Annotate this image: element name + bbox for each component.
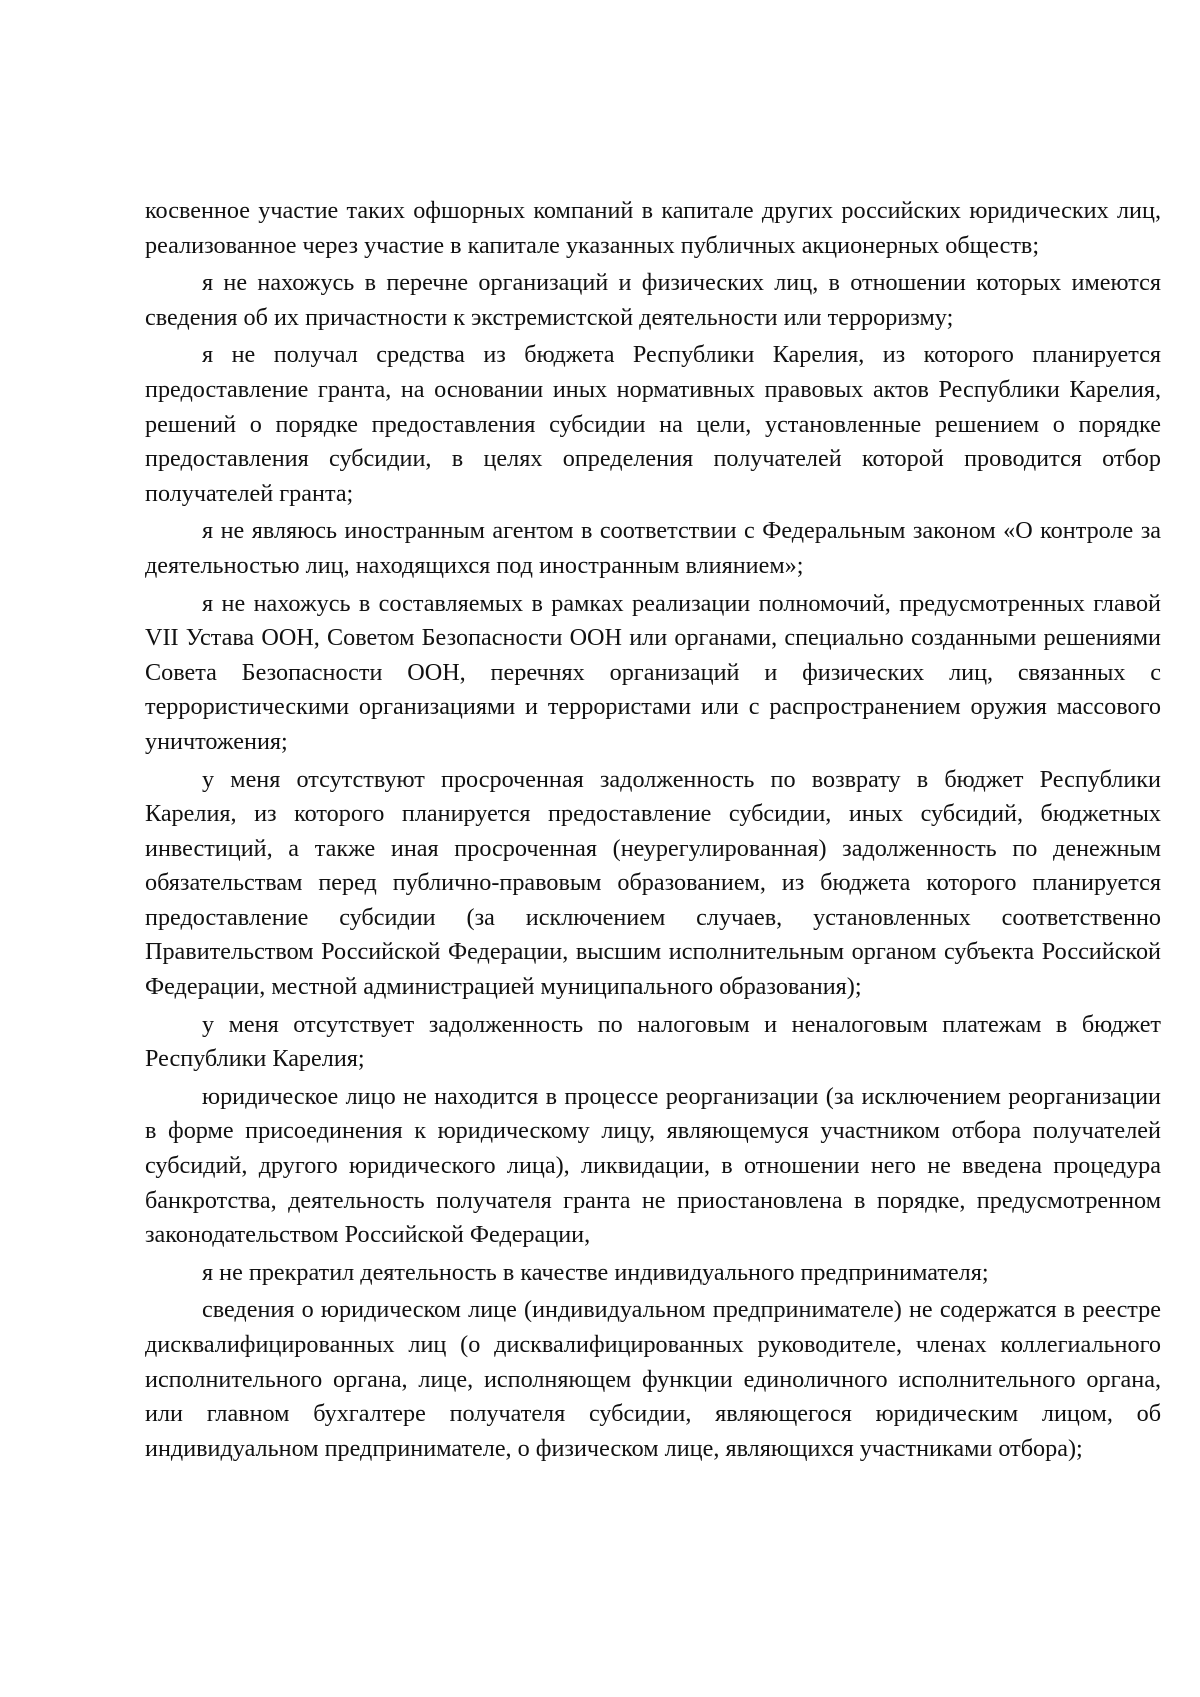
paragraph-tax-debt: у меня отсутствует задолженность по налоговым и неналоговым платежам в бюджет Республики Карелия; xyxy=(145,1010,1161,1073)
paragraph-budget-funds: я не получал средства из бюджета Республики Карелия, из которого планируется предоставление гранта, на основании иных нормативных правовых актов Республики Карелия, решений о порядке предоставления субсидии на цели, установленные решением о порядке предоставления субсидии, в целях определения получателей которой проводится отбор получателей гранта; xyxy=(145,341,1161,507)
paragraph-disqualified-registry: сведения о юридическом лице (индивидуальном предпринимателе) не содержатся в реестре дисквалифицированных лиц (о дисквалифицированных руководителе, членах коллегиального исполнительного органа, лице, исполняющем функции единоличного исполнительного органа, или главном бухгалтере получателя субсидии, являющегося юридическим лицом, об индивидуальном предпринимателе, о физическом лице, являющихся участниками отбора); xyxy=(145,1296,1161,1462)
paragraph-entrepreneur-activity: я не прекратил деятельность в качестве индивидуального предпринимателя; xyxy=(202,1258,989,1286)
paragraph-foreign-agent: я не являюсь иностранным агентом в соответствии с Федеральным законом «О контроле за деятельностью лиц, находящихся под иностранным влиянием»; xyxy=(145,517,1161,579)
paragraph-reorganization: юридическое лицо не находится в процессе реорганизации (за исключением реорганизации в форме присоединения к юридическому лицу, являющемуся участником отбора получателей субсидий, другого юридического лица), ликвидации, в отношении него не введена процедура банкротства, деятельность получателя гранта не приостановлена в порядке, предусмотренном законодательством Российской Федерации, xyxy=(145,1082,1161,1249)
paragraph-un-sanctions: я не нахожусь в составляемых в рамках реализации полномочий, предусмотренных главой VII Устава ООН, Советом Безопасности ООН или органами, специально созданными решениями Совета Безопасности ООН, перечнях организаций и физических лиц, связанных с террористическими организациями и террористами или с распространением оружия массового уничтожения; xyxy=(145,589,1161,755)
paragraph-extremism-list: я не нахожусь в перечне организаций и физических лиц, в отношении которых имеются сведения об их причастности к экстремистской деятельности или терроризму; xyxy=(145,269,1161,331)
paragraph-overdue-debt: у меня отсутствуют просроченная задолженность по возврату в бюджет Республики Карелия, из которого планируется предоставление субсидии, иных субсидий, бюджетных инвестиций, а также иная просроченная (неурегулированная) задолженность по денежным обязательствам перед публично-правовым образованием, из бюджета которого планируется предоставление субсидии (за исключением случаев, установленных соответственно Правительством Российской Федерации, высшим исполнительным органом субъекта Российской Федерации, местной администрацией муниципального образования); xyxy=(145,765,1161,1001)
document-page xyxy=(145,194,1161,1469)
paragraph-offshore-participation: косвенное участие таких офшорных компаний в капитале других российских юридических лиц, реализованное через участие в капитале указанных публичных акционерных обществ; xyxy=(145,197,1161,259)
